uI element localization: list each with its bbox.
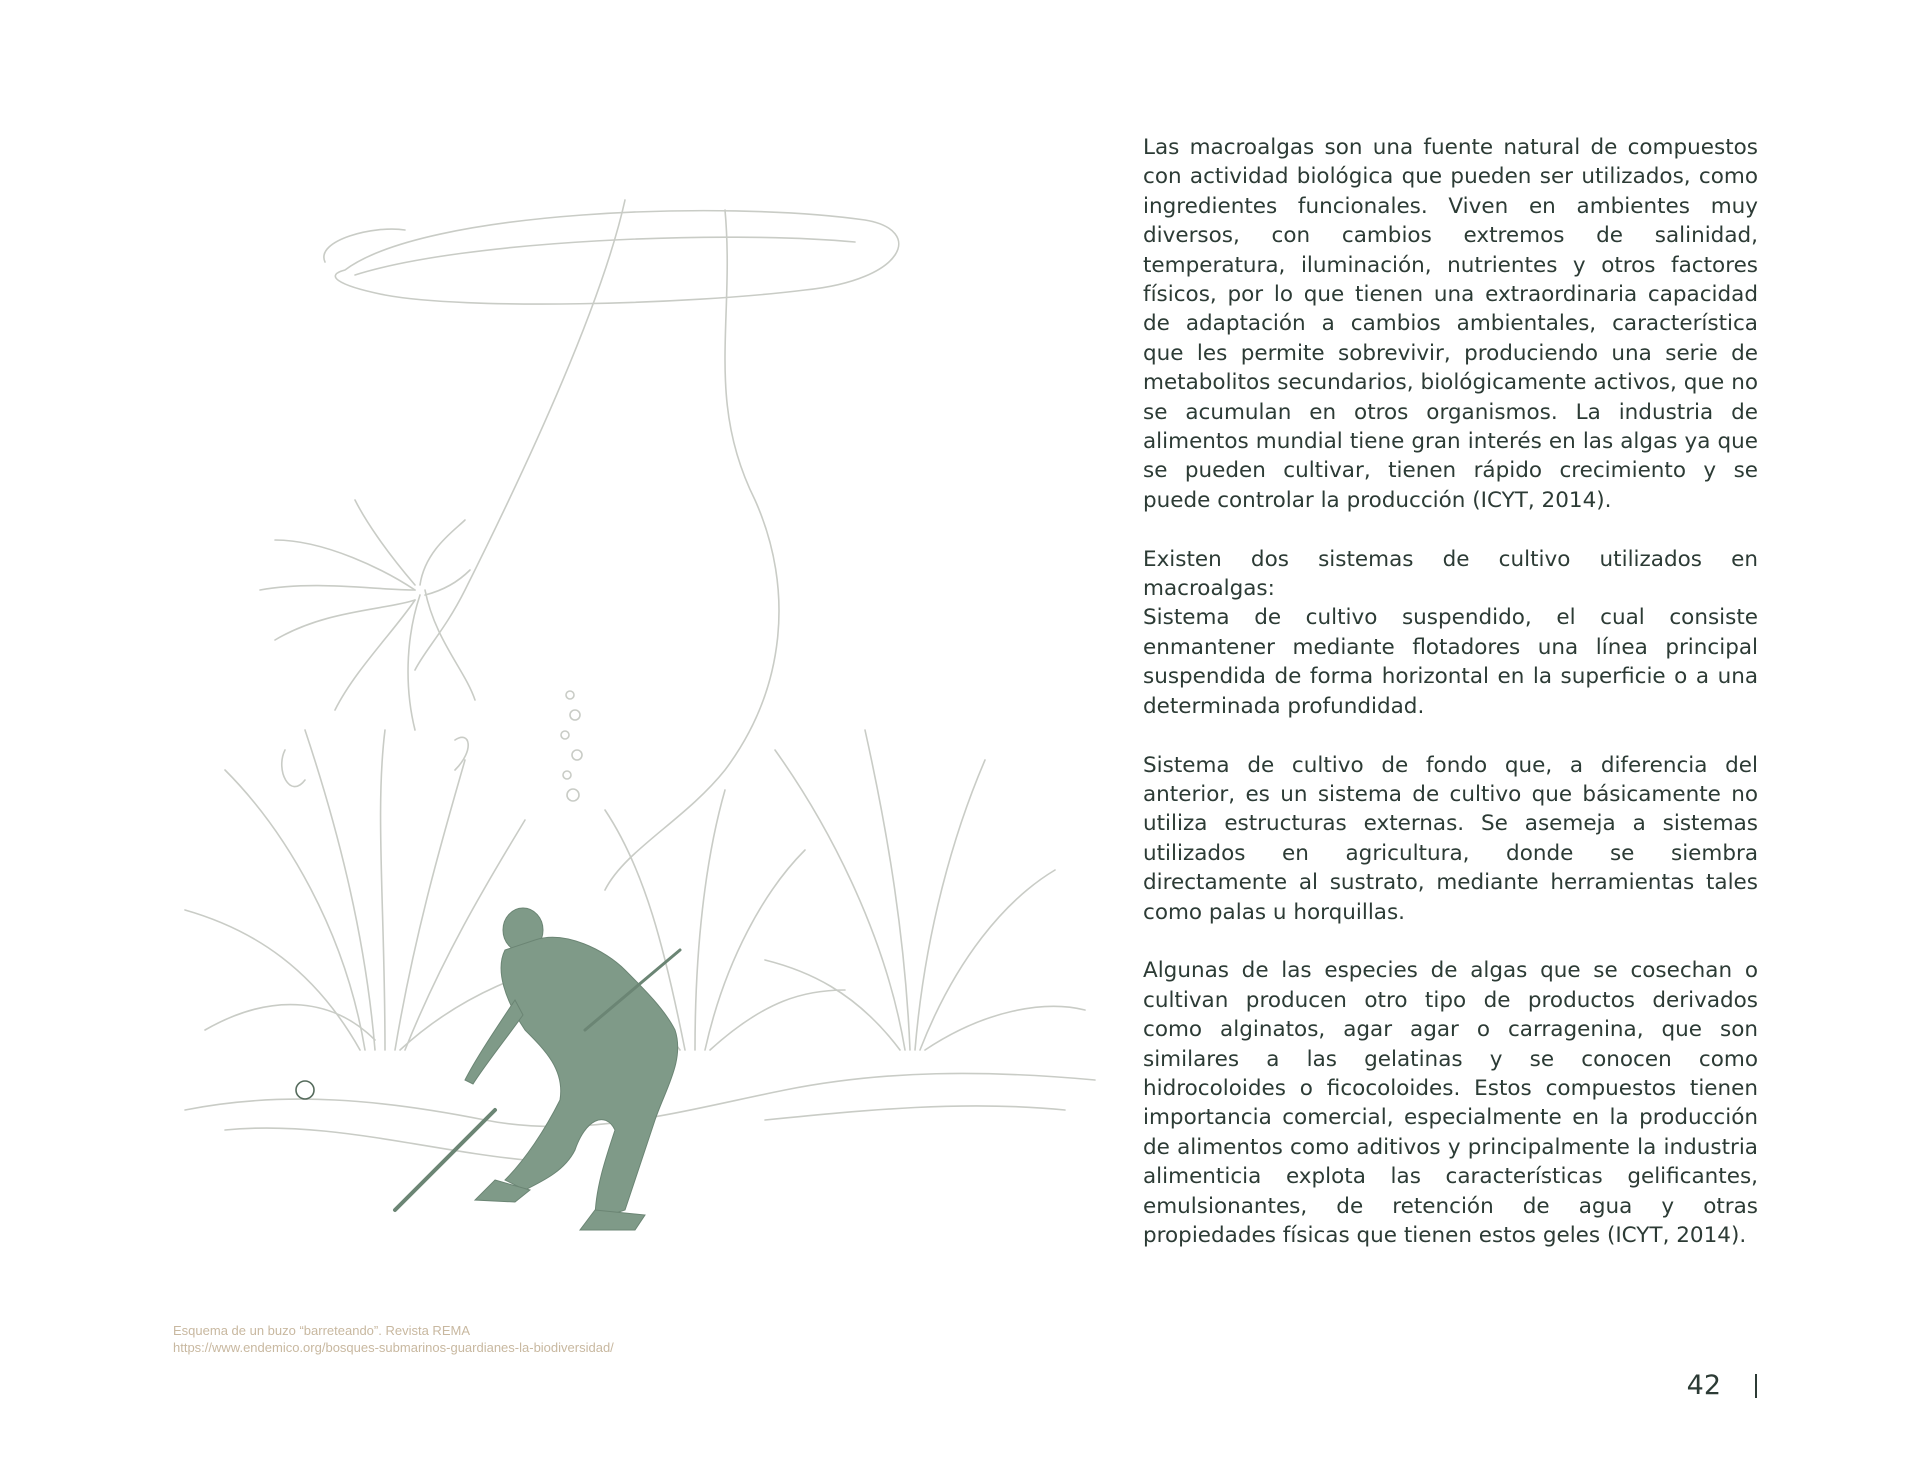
body-text [1143,133,1758,1280]
rope-left [415,200,625,670]
paragraph-bottom: Sistema de cultivo de fondo que, a diferencia del anterior, es un sistema de cultivo que básicamente no utiliza estructuras externas. Se asemeja a sistemas utilizados en agricultura, donde se siembra directamente al sustrato, mediante herramientas tales como palas u horquillas. [1143,752,1758,925]
page-number: 42 [1686,1370,1721,1401]
paragraph-intro: Las macroalgas son una fuente natural de compuestos con actividad biológica que pueden ser utilizados, como ingredientes funcionales. Viven en ambientes muy diversos, con cambios extremos de salinidad, temperatura, iluminación, nutrientes y otros factores físicos, por lo que tienen una extraordinaria capacidad de adaptación a cambios ambientales, característica que les permite sobrevivir, produciendo una serie de metabolitos secundarios, biológicamente activos, que no se acumulan en otros organismos. La industria de alimentos mundial tiene gran interés en las algas ya que se pueden cultivar, tienen rápido crecimiento y se puede controlar la producción (ICYT, 2014). [1143,135,1758,513]
surface-float [324,211,899,304]
hanging-seaweed [260,500,475,730]
diver-illustration [165,170,1110,1320]
caption-url: https://www.endemico.org/bosques-submarinos-guardianes-la-biodiversidad/ [173,1340,614,1355]
paragraph-suspended: Sistema de cultivo suspendido, el cual consiste enmantener mediante flotadores una línea principal suspendida de forma horizontal en la superficie o a una determinada profundidad. [1143,605,1758,719]
paragraph-derivatives: Algunas de las especies de algas que se cosechan o cultivan producen otro tipo de productos derivados como alginatos, agar agar o carragenina, que son similares a las gelatinas y se conocen como hidrocoloides o ficocoloides. Estos compuestos tienen importancia comercial, especialmente en la producción de alimentos como aditivos y principalmente la industria alimenticia explota las características gelificantes, emulsionantes, de retención de agua y otras propiedades físicas que tienen estos geles (ICYT, 2014). [1143,958,1758,1248]
figure-caption [173,1322,614,1356]
caption-source: Esquema de un buzo “barreteando”. Revista REMA [173,1323,470,1338]
kelp-right [765,730,1085,1050]
rope-right [605,210,779,890]
footer-divider [1755,1374,1757,1398]
diver-figure [465,908,678,1230]
bubbles [561,691,582,801]
paragraph-systems: Existen dos sistemas de cultivo utilizados en macroalgas: [1143,546,1758,602]
page-footer [1687,1370,1757,1401]
